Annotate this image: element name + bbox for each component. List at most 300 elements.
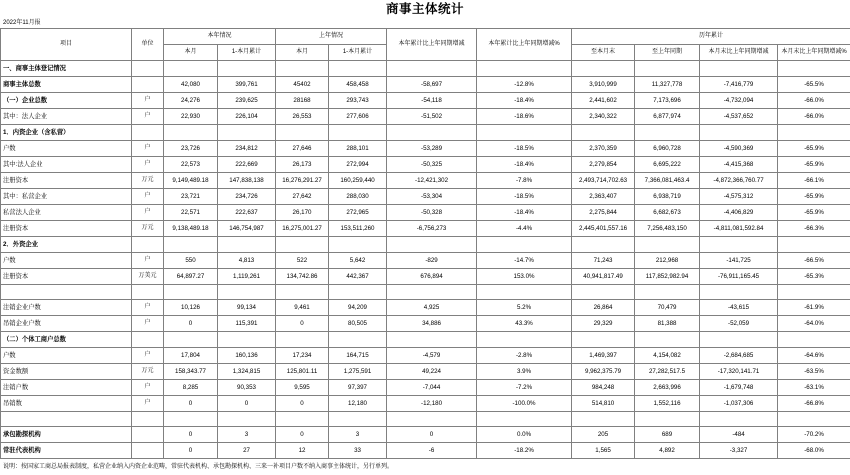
table-cell: 24,276	[164, 93, 218, 109]
table-cell: 27,282,517.5	[635, 364, 700, 380]
row-unit	[132, 125, 164, 141]
table-row	[1, 157, 850, 173]
table-cell: 33	[329, 443, 387, 459]
table-cell	[218, 125, 276, 141]
table-cell: 17,804	[164, 348, 218, 364]
table-cell: 71,243	[572, 253, 635, 269]
table-cell	[164, 285, 218, 300]
table-cell: 11,327,778	[635, 77, 700, 93]
table-body	[1, 61, 850, 459]
table-cell: 9,461	[276, 300, 329, 316]
table-cell: 0	[164, 316, 218, 332]
table-cell: 160,136	[218, 348, 276, 364]
table-cell: -70.2%	[778, 427, 850, 443]
table-cell	[164, 332, 218, 348]
table-header	[1, 29, 850, 61]
table-cell: 1,552,116	[635, 396, 700, 412]
table-cell: -12,421,302	[387, 173, 477, 189]
table-cell: 1,119,261	[218, 269, 276, 285]
table-cell: 28168	[276, 93, 329, 109]
table-cell: 4,925	[387, 300, 477, 316]
row-label: 私营法人企业	[1, 205, 132, 221]
table-row	[1, 141, 850, 157]
table-cell: -6,756,273	[387, 221, 477, 237]
table-row	[1, 364, 850, 380]
table-cell	[635, 61, 700, 77]
table-cell: 158,343.77	[164, 364, 218, 380]
table-cell: 134,742.86	[276, 269, 329, 285]
table-cell: -7.8%	[477, 173, 572, 189]
table-cell: 27,642	[276, 189, 329, 205]
table-cell: 222,637	[218, 205, 276, 221]
table-cell	[477, 412, 572, 427]
table-cell: 97,397	[329, 380, 387, 396]
header-to-month-end: 至本月末	[572, 45, 635, 61]
table-cell: -65.9%	[778, 189, 850, 205]
row-label: （一）企业总数	[1, 93, 132, 109]
header-unit: 单位	[132, 29, 164, 61]
row-label: 1．内资企业（含私营）	[1, 125, 132, 141]
table-cell	[477, 332, 572, 348]
table-cell: -65.5%	[778, 77, 850, 93]
table-row	[1, 332, 850, 348]
table-cell	[572, 332, 635, 348]
table-cell: 3	[329, 427, 387, 443]
table-cell	[778, 237, 850, 253]
table-cell: -66.0%	[778, 109, 850, 125]
table-cell: 26,553	[276, 109, 329, 125]
table-cell: 0	[164, 396, 218, 412]
table-cell: 0	[164, 443, 218, 459]
table-cell	[477, 125, 572, 141]
table-cell: -4,811,081,592.84	[700, 221, 778, 237]
table-cell: 26,173	[276, 157, 329, 173]
table-cell: -65.3%	[778, 269, 850, 285]
row-label: 其中:法人企业	[1, 157, 132, 173]
row-unit: 万元	[132, 173, 164, 189]
table-cell: 522	[276, 253, 329, 269]
row-unit	[132, 443, 164, 459]
table-cell: 0	[164, 427, 218, 443]
table-cell: 2,663,996	[635, 380, 700, 396]
header-last-ytd: 1-本月累计	[329, 45, 387, 61]
table-cell: 234,812	[218, 141, 276, 157]
row-unit: 户	[132, 93, 164, 109]
header-cumulative-group: 历年累计	[572, 29, 850, 45]
table-cell: -4,415,368	[700, 157, 778, 173]
row-label: 常驻代表机构	[1, 443, 132, 459]
table-cell: -484	[700, 427, 778, 443]
table-cell: 29,329	[572, 316, 635, 332]
table-cell: 288,101	[329, 141, 387, 157]
table-cell	[778, 332, 850, 348]
table-cell	[572, 285, 635, 300]
table-cell: 234,726	[218, 189, 276, 205]
table-cell: 80,505	[329, 316, 387, 332]
table-cell: 239,625	[218, 93, 276, 109]
table-cell	[635, 125, 700, 141]
table-cell	[164, 61, 218, 77]
table-cell: 153,511,260	[329, 221, 387, 237]
table-cell	[572, 237, 635, 253]
table-cell: 10,126	[164, 300, 218, 316]
row-label: 吊销数	[1, 396, 132, 412]
table-cell: 0	[387, 427, 477, 443]
table-cell: -17,320,141.71	[700, 364, 778, 380]
row-unit: 万美元	[132, 269, 164, 285]
row-label: 吊销企业户数	[1, 316, 132, 332]
table-cell: 2,493,714,702.63	[572, 173, 635, 189]
row-label: 注册资本	[1, 221, 132, 237]
table-cell	[276, 412, 329, 427]
table-cell: -4,732,094	[700, 93, 778, 109]
row-label: 注册资本	[1, 173, 132, 189]
table-cell: 2,279,854	[572, 157, 635, 173]
row-unit: 万元	[132, 364, 164, 380]
row-unit: 户	[132, 109, 164, 125]
header-this-month: 本月	[164, 45, 218, 61]
table-cell	[477, 61, 572, 77]
table-cell: 81,388	[635, 316, 700, 332]
table-cell	[329, 237, 387, 253]
row-label: 其中：私营企业	[1, 189, 132, 205]
table-cell: 160,259,440	[329, 173, 387, 189]
table-cell: -54,118	[387, 93, 477, 109]
table-cell: 23,726	[164, 141, 218, 157]
table-row	[1, 316, 850, 332]
table-cell	[778, 125, 850, 141]
table-cell: -100.0%	[477, 396, 572, 412]
table-cell: 272,965	[329, 205, 387, 221]
row-unit	[132, 285, 164, 300]
header-ytd: 1-本月累计	[218, 45, 276, 61]
table-row	[1, 348, 850, 364]
table-cell: 17,234	[276, 348, 329, 364]
table-cell: -66.1%	[778, 173, 850, 189]
table-cell: 45402	[276, 77, 329, 93]
table-row	[1, 285, 850, 300]
table-cell: -43,615	[700, 300, 778, 316]
table-row	[1, 443, 850, 459]
table-cell: 689	[635, 427, 700, 443]
table-cell: 0	[218, 396, 276, 412]
table-cell: -4,579	[387, 348, 477, 364]
table-row	[1, 237, 850, 253]
table-row	[1, 221, 850, 237]
table-cell: 43.3%	[477, 316, 572, 332]
table-cell: 70,479	[635, 300, 700, 316]
table-cell: 0	[276, 316, 329, 332]
table-row	[1, 205, 850, 221]
table-cell: 3	[218, 427, 276, 443]
table-cell	[635, 285, 700, 300]
table-cell: -66.8%	[778, 396, 850, 412]
table-cell: 8,285	[164, 380, 218, 396]
table-cell: 0.0%	[477, 427, 572, 443]
table-cell	[700, 412, 778, 427]
row-unit: 户	[132, 300, 164, 316]
table-row	[1, 189, 850, 205]
table-cell	[164, 237, 218, 253]
table-row	[1, 396, 850, 412]
table-cell: 22,930	[164, 109, 218, 125]
table-cell	[635, 412, 700, 427]
table-cell	[387, 332, 477, 348]
table-cell: 1,469,397	[572, 348, 635, 364]
table-cell: 205	[572, 427, 635, 443]
row-unit	[132, 332, 164, 348]
table-cell: 6,695,222	[635, 157, 700, 173]
table-cell: -4,537,652	[700, 109, 778, 125]
table-cell	[700, 237, 778, 253]
table-cell: 4,892	[635, 443, 700, 459]
table-cell: 4,813	[218, 253, 276, 269]
table-cell: 16,276,291.27	[276, 173, 329, 189]
table-cell: 0	[276, 396, 329, 412]
table-cell: 0	[276, 427, 329, 443]
header-item: 项目	[1, 29, 132, 61]
table-cell: 4,154,082	[635, 348, 700, 364]
table-cell: -7.2%	[477, 380, 572, 396]
table-cell: 2,445,401,557.16	[572, 221, 635, 237]
table-cell: -18.6%	[477, 109, 572, 125]
table-cell	[164, 412, 218, 427]
header-ytd-change: 本年累计比上年同期增减	[387, 29, 477, 61]
table-cell: -65.9%	[778, 141, 850, 157]
table-row	[1, 93, 850, 109]
table-cell	[572, 125, 635, 141]
table-cell: -18.5%	[477, 141, 572, 157]
table-cell	[778, 61, 850, 77]
table-cell: 212,968	[635, 253, 700, 269]
table-cell: -18.4%	[477, 93, 572, 109]
table-cell: -18.5%	[477, 189, 572, 205]
header-last-month: 本月	[276, 45, 329, 61]
period-label: 2022年11月报	[0, 18, 850, 28]
table-cell: 6,877,974	[635, 109, 700, 125]
row-label: 商事主体总数	[1, 77, 132, 93]
table-cell: -66.5%	[778, 253, 850, 269]
row-unit: 户	[132, 189, 164, 205]
table-cell: 2,363,407	[572, 189, 635, 205]
table-cell	[700, 61, 778, 77]
table-cell: 5,642	[329, 253, 387, 269]
table-cell: 2,370,359	[572, 141, 635, 157]
table-cell: 12,180	[329, 396, 387, 412]
row-unit: 户	[132, 348, 164, 364]
header-last-year-group: 上年情况	[276, 29, 387, 45]
table-cell: -68.0%	[778, 443, 850, 459]
table-cell: 7,256,483,150	[635, 221, 700, 237]
table-cell: -50,325	[387, 157, 477, 173]
table-row	[1, 300, 850, 316]
row-unit	[132, 237, 164, 253]
table-cell	[276, 285, 329, 300]
row-unit: 户	[132, 253, 164, 269]
table-cell: -3,327	[700, 443, 778, 459]
header-ytd-change-pct: 本年累计比上年同期增减%	[477, 29, 572, 61]
statistics-table	[0, 28, 850, 459]
table-cell	[477, 285, 572, 300]
table-cell: 49,224	[387, 364, 477, 380]
table-cell: 293,743	[329, 93, 387, 109]
table-cell: -64.0%	[778, 316, 850, 332]
table-cell: 23,721	[164, 189, 218, 205]
table-cell: -18.4%	[477, 157, 572, 173]
table-cell: 1,324,815	[218, 364, 276, 380]
row-label	[1, 412, 132, 427]
table-cell: -4,872,366,760.77	[700, 173, 778, 189]
table-cell: 164,715	[329, 348, 387, 364]
header-current-year-group: 本年情况	[164, 29, 276, 45]
table-cell: 550	[164, 253, 218, 269]
row-label: 2．外资企业	[1, 237, 132, 253]
table-cell: 27	[218, 443, 276, 459]
table-cell: -18.4%	[477, 205, 572, 221]
row-label: 其中：法人企业	[1, 109, 132, 125]
table-cell: -76,911,165.45	[700, 269, 778, 285]
row-label: 承包勘探机构	[1, 427, 132, 443]
table-cell	[218, 412, 276, 427]
row-label: （二）个体工商户总数	[1, 332, 132, 348]
table-cell	[218, 61, 276, 77]
table-cell	[387, 125, 477, 141]
row-unit: 户	[132, 205, 164, 221]
table-cell: 34,886	[387, 316, 477, 332]
table-cell: 226,104	[218, 109, 276, 125]
table-cell: 5.2%	[477, 300, 572, 316]
table-cell: -61.9%	[778, 300, 850, 316]
table-cell: -1,679,748	[700, 380, 778, 396]
row-unit	[132, 412, 164, 427]
table-cell: 272,994	[329, 157, 387, 173]
table-cell	[778, 285, 850, 300]
table-row	[1, 61, 850, 77]
table-cell: -66.0%	[778, 93, 850, 109]
table-cell: 16,275,001.27	[276, 221, 329, 237]
table-cell	[387, 237, 477, 253]
row-label: 注销户数	[1, 380, 132, 396]
table-cell: 146,754,987	[218, 221, 276, 237]
table-cell: -7,416,779	[700, 77, 778, 93]
table-row	[1, 427, 850, 443]
table-cell	[164, 125, 218, 141]
row-unit: 万元	[132, 221, 164, 237]
table-cell: -50,328	[387, 205, 477, 221]
table-row	[1, 173, 850, 189]
table-row	[1, 412, 850, 427]
table-cell: 984,248	[572, 380, 635, 396]
table-cell: 147,838,138	[218, 173, 276, 189]
table-cell	[572, 412, 635, 427]
table-cell: 117,852,982.94	[635, 269, 700, 285]
table-cell	[477, 237, 572, 253]
table-cell: 2,275,844	[572, 205, 635, 221]
table-cell	[700, 125, 778, 141]
table-cell: 90,353	[218, 380, 276, 396]
table-cell: 22,573	[164, 157, 218, 173]
row-label	[1, 285, 132, 300]
table-cell	[329, 412, 387, 427]
row-label: 资金数额	[1, 364, 132, 380]
table-cell: -58,697	[387, 77, 477, 93]
table-cell: 153.0%	[477, 269, 572, 285]
table-cell: -6	[387, 443, 477, 459]
table-row	[1, 253, 850, 269]
table-cell	[329, 125, 387, 141]
table-cell: -18.2%	[477, 443, 572, 459]
table-cell: 222,669	[218, 157, 276, 173]
table-cell: 6,938,719	[635, 189, 700, 205]
table-cell: -66.3%	[778, 221, 850, 237]
table-cell	[329, 332, 387, 348]
table-cell: -64.6%	[778, 348, 850, 364]
table-cell	[572, 61, 635, 77]
row-unit: 户	[132, 141, 164, 157]
table-cell: -51,502	[387, 109, 477, 125]
header-month-end-change: 本月末比上年同期增减	[700, 45, 778, 61]
table-cell	[276, 237, 329, 253]
row-unit	[132, 61, 164, 77]
row-unit: 户	[132, 396, 164, 412]
table-cell: 399,761	[218, 77, 276, 93]
table-cell	[218, 285, 276, 300]
table-row	[1, 269, 850, 285]
table-cell: -2.8%	[477, 348, 572, 364]
table-cell: -14.7%	[477, 253, 572, 269]
table-row	[1, 77, 850, 93]
table-cell: 115,391	[218, 316, 276, 332]
row-label: 户数	[1, 253, 132, 269]
row-unit: 户	[132, 316, 164, 332]
table-cell: 99,134	[218, 300, 276, 316]
table-cell: -1,037,306	[700, 396, 778, 412]
table-cell: -4.4%	[477, 221, 572, 237]
page-title: 商事主体统计	[0, 0, 850, 18]
table-row	[1, 125, 850, 141]
table-cell	[218, 237, 276, 253]
row-unit	[132, 427, 164, 443]
table-cell: 2,441,602	[572, 93, 635, 109]
table-cell: -12,180	[387, 396, 477, 412]
table-cell: 42,080	[164, 77, 218, 93]
table-cell: 277,606	[329, 109, 387, 125]
table-cell: -65.9%	[778, 157, 850, 173]
table-cell	[329, 61, 387, 77]
table-cell: -53,289	[387, 141, 477, 157]
table-cell: -2,684,685	[700, 348, 778, 364]
header-month-end-change-pct: 本月末比上年同期增减%	[778, 45, 850, 61]
table-cell: 9,149,489.18	[164, 173, 218, 189]
table-row	[1, 380, 850, 396]
table-cell	[387, 285, 477, 300]
table-row	[1, 109, 850, 125]
table-cell: -4,575,312	[700, 189, 778, 205]
table-cell: -63.5%	[778, 364, 850, 380]
table-cell	[329, 285, 387, 300]
table-cell: 458,458	[329, 77, 387, 93]
table-cell	[778, 412, 850, 427]
footer-note: 说明：按国家工商总局报表制度，私营企业纳入内资企业范畴，常驻代表机构、承包勘探机构、三来一补项目户数不纳入商事主体统计，另行单列。	[0, 459, 850, 475]
table-cell: 27,646	[276, 141, 329, 157]
header-row-top	[1, 29, 850, 45]
table-cell	[276, 61, 329, 77]
table-cell: 7,366,081,463.4	[635, 173, 700, 189]
table-cell: -4,590,369	[700, 141, 778, 157]
table-cell: -65.9%	[778, 205, 850, 221]
table-cell: 1,565	[572, 443, 635, 459]
row-label: 一、商事主体登记情况	[1, 61, 132, 77]
